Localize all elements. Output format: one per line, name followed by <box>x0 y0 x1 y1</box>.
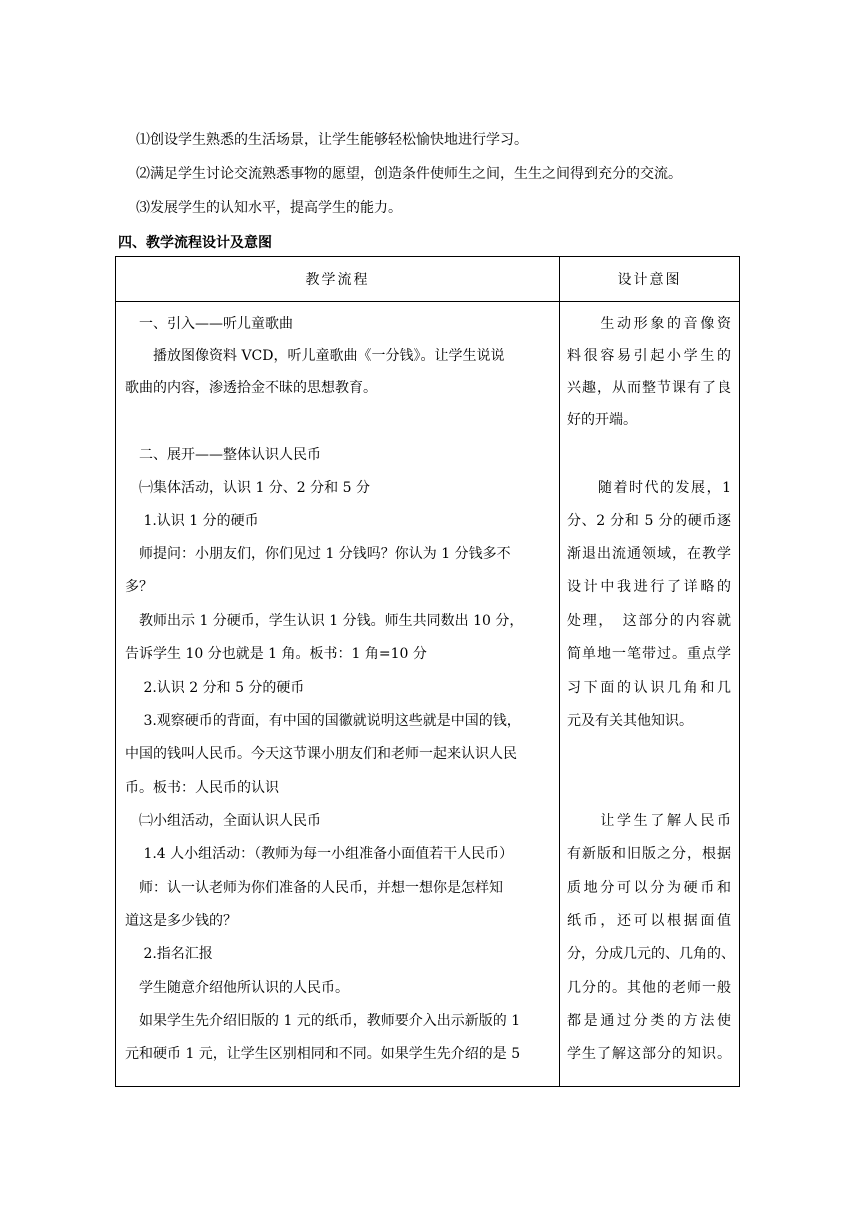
intent-line: 随着时代的发展，1 <box>567 480 731 496</box>
intent-line: 好的开端。 <box>567 412 637 428</box>
process-line: 2.认识 2 分和 5 分的硬币 <box>125 680 305 696</box>
section-heading: 四、教学流程设计及意图 <box>118 235 272 251</box>
intent-line: 习下面的认识几角和几 <box>567 680 731 696</box>
intent-line: 兴趣，从而整节课有了良 <box>567 380 731 396</box>
process-line: 1.4 人小组活动：（教师为每一小组准备小面值若干人民币） <box>125 846 514 862</box>
intent-line: 简单地一笔带过。重点学 <box>567 646 731 662</box>
intent-line: 都是通过分类的方法使 <box>567 1013 731 1029</box>
objective-2: ⑵满足学生讨论交流熟悉事物的愿望，创造条件使师生之间，生生之间得到充分的交流。 <box>136 166 682 182</box>
objective-1: ⑴创设学生熟悉的生活场景，让学生能够轻松愉快地进行学习。 <box>136 132 528 148</box>
teaching-flow-table <box>115 256 740 1087</box>
intent-line: 生动形象的音像资 <box>567 316 731 332</box>
intent-line: 纸币，还可以根据面值 <box>567 913 731 929</box>
intent-line: 学生了解这部分的知识。 <box>567 1046 731 1062</box>
process-line: 3.观察硬币的背面，有中国的国徽就说明这些就是中国的钱， <box>125 713 521 729</box>
process-line: 如果学生先介绍旧版的 1 元的纸币，教师要介入出示新版的 1 <box>125 1013 521 1029</box>
intent-line: 质地分可以分为硬币和 <box>567 880 731 896</box>
process-line: ㈠集体活动，认识 1 分、2 分和 5 分 <box>125 480 370 496</box>
intent-cell <box>560 302 740 1087</box>
process-line: 币。板书：人民币的认识 <box>125 780 279 796</box>
process-line: 师：认一认老师为你们准备的人民币，并想一想你是怎样知 <box>125 880 503 896</box>
process-line: 告诉学生 10 分也就是 1 角。板书：1 角=10 分 <box>125 646 427 662</box>
process-line: 学生随意介绍他所认识的人民币。 <box>125 980 349 996</box>
intent-line: 处理， 这部分的内容就 <box>567 613 731 629</box>
intent-line: 渐退出流通领域，在教学 <box>567 546 731 562</box>
process-line: 教师出示 1 分硬币，学生认识 1 分钱。师生共同数出 10 分， <box>125 613 524 629</box>
intent-line: 料很容易引起小学生的 <box>567 348 731 364</box>
process-line: 1.认识 1 分的硬币 <box>125 513 259 529</box>
intent-line: 分，分成几元的、几角的、 <box>567 946 735 962</box>
intent-line: 有新版和旧版之分，根据 <box>567 846 731 862</box>
process-line: 中国的钱叫人民币。今天这节课小朋友们和老师一起来认识人民 <box>125 746 517 762</box>
process-line: 2.指名汇报 <box>125 946 213 962</box>
process-line: 播放图像资料 VCD，听儿童歌曲《一分钱》。让学生说说 <box>125 348 505 364</box>
intent-line: 元及有关其他知识。 <box>567 713 693 729</box>
process-line: 歌曲的内容，渗透拾金不昧的思想教育。 <box>125 380 377 396</box>
process-line: 师提问：小朋友们，你们见过 1 分钱吗？你认为 1 分钱多不 <box>125 546 511 562</box>
objective-3: ⑶发展学生的认知水平，提高学生的能力。 <box>136 200 402 216</box>
intent-line: 让学生了解人民币 <box>567 813 731 829</box>
intent-line: 几分的。其他的老师一般 <box>567 980 731 996</box>
process-line: 道这是多少钱的？ <box>125 913 237 929</box>
process-line: ㈡小组活动，全面认识人民币 <box>125 813 321 829</box>
process-column-header: 教学流程 <box>116 257 560 302</box>
intent-column-header: 设计意图 <box>560 257 740 302</box>
intent-line: 设计中我进行了详略的 <box>567 579 731 595</box>
process-line: 多？ <box>125 579 153 595</box>
process-line: 一、引入——听儿童歌曲 <box>125 316 293 332</box>
process-cell <box>116 302 560 1087</box>
process-line: 二、展开——整体认识人民币 <box>125 447 321 463</box>
process-line: 元和硬币 1 元，让学生区别相同和不同。如果学生先介绍的是 5 <box>125 1046 521 1062</box>
intent-line: 分、2 分和 5 分的硬币逐 <box>567 513 731 529</box>
